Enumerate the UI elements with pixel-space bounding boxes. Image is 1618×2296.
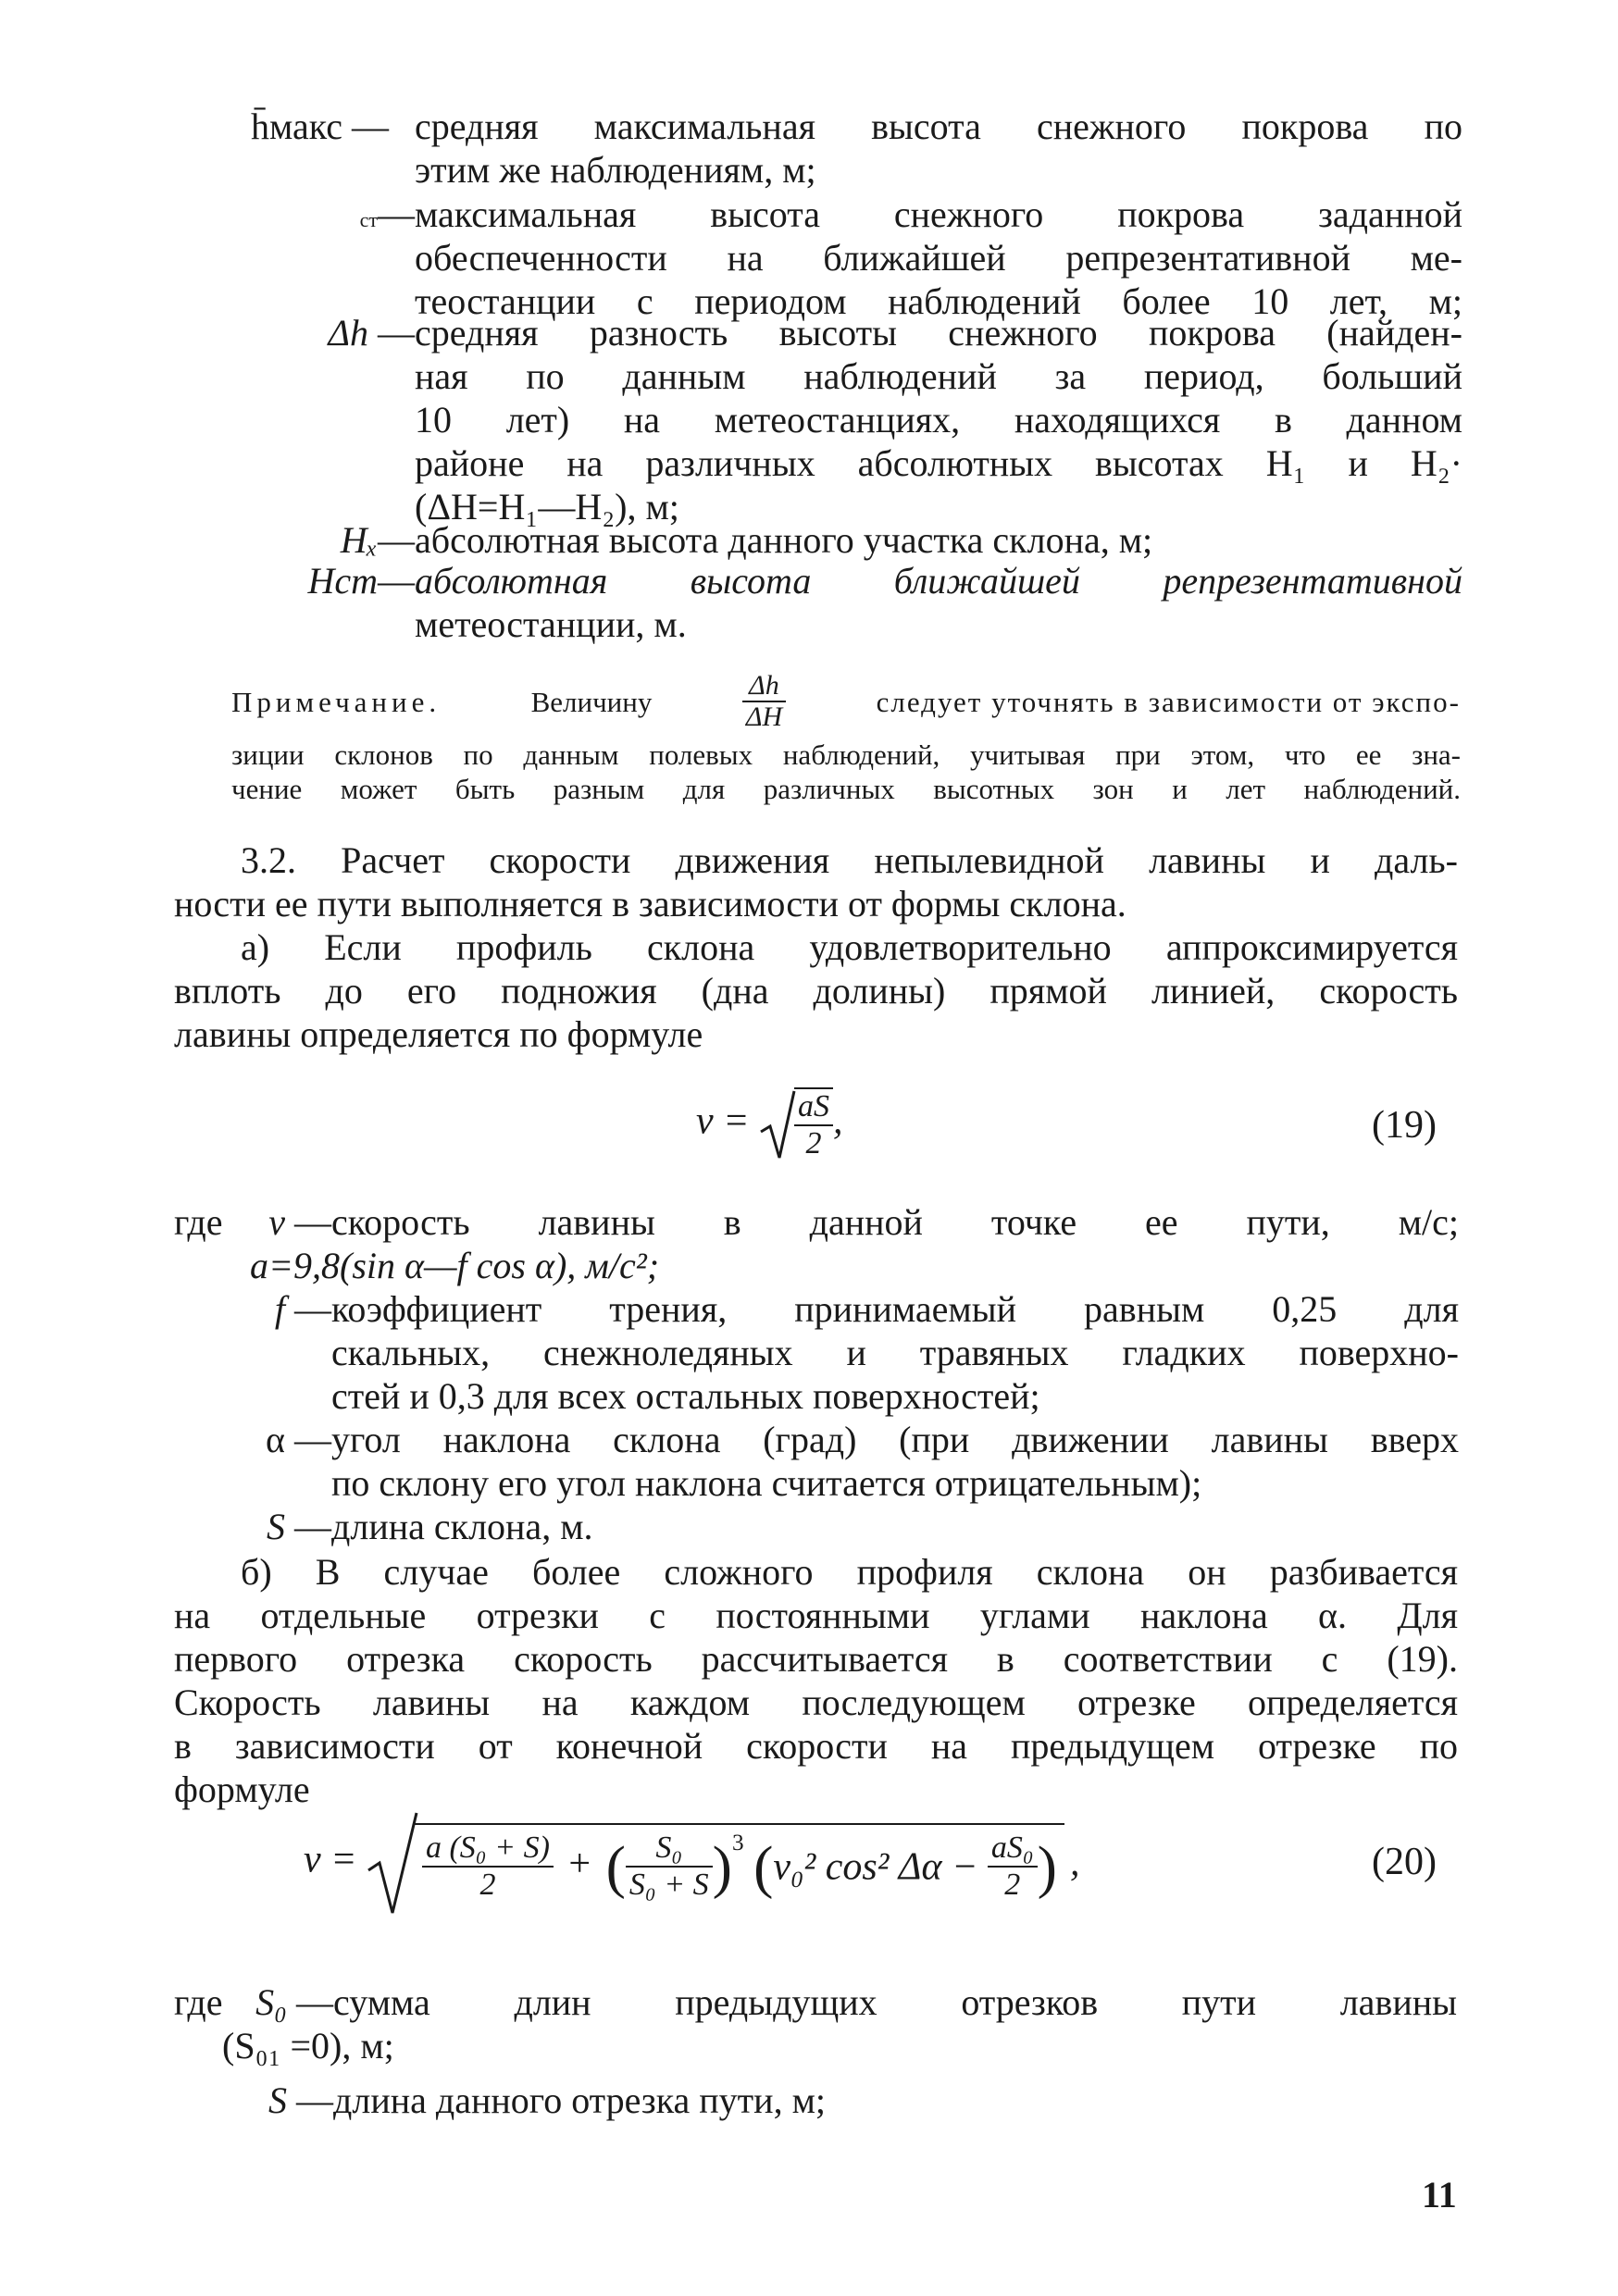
sqrt-sign-icon — [367, 1809, 418, 1917]
def-symbol-hmax: h̄макс — — [251, 105, 389, 147]
where1-text-alpha: угол наклона склона (град) (при движении лавины вверх по склону его угол наклона считается отрицательным); — [331, 1419, 1459, 1504]
eq20-frac3 — [988, 1831, 1038, 1903]
note-frac-den: ΔH — [745, 701, 783, 732]
where1-sym-f: f — — [274, 1288, 331, 1330]
left-paren-icon: ( — [605, 1833, 626, 1900]
right-paren-icon: ) — [1037, 1833, 1057, 1900]
where1-prefix: где — [174, 1201, 223, 1243]
note-after-frac: следует уточнять в зависимости от экспо- — [876, 685, 1461, 718]
equation-19-number: (19) — [1372, 1104, 1437, 1147]
eq20-lhs: v = — [304, 1838, 357, 1881]
note-line-2: чение может быть разным для различных высотных зон и лет наблюдений. — [231, 773, 1461, 805]
where1-sym-s: S — — [267, 1506, 331, 1547]
eq20-frac1-den: 2 — [479, 1868, 496, 1903]
where2-text-s0: сумма длин предыдущих отрезков пути лавины — [333, 1981, 1457, 2023]
page-number: 11 — [1422, 2174, 1457, 2215]
eq20-frac3-num: aS₀ — [988, 1831, 1038, 1868]
note-block — [231, 671, 1461, 806]
eq19-fraction — [794, 1087, 833, 1161]
note-label: Примечание. — [231, 685, 442, 718]
eq20-frac1-num: a (S₀ + S) — [422, 1831, 554, 1868]
left-paren-icon: ( — [753, 1833, 774, 1900]
def-text-hmax: средняя максимальная высота снежного покрова по этим же наблюдениям, м; — [415, 105, 1462, 191]
where1-text-f: коэффициент трения, принимаемый равным 0,25 для скальных, снежноледяных и травяных гладких поверхно- стей и 0,3 для всех остальных поверхностей; — [331, 1288, 1459, 1417]
where2-sym-s0: S₀ — — [255, 1981, 333, 2023]
eq20-frac2-num: S₀ — [626, 1831, 713, 1868]
right-paren-icon: ) — [712, 1833, 732, 1900]
where2-text-s0-cont: (S₀₁ =0), м; — [222, 2025, 394, 2066]
where1-text-a: a=9,8(sin α—f cos α), м/с²; — [250, 1245, 660, 1286]
eq20-power: 3 — [731, 1830, 744, 1855]
equation-20-number: (20) — [1372, 1841, 1437, 1883]
def-symbol-hst: ст— — [359, 193, 415, 235]
eq20-frac2 — [626, 1831, 713, 1903]
where2-sym-s: S — — [268, 2079, 333, 2121]
sqrt-sign-icon — [759, 1087, 796, 1161]
note-fraction — [742, 671, 786, 732]
equation-20 — [304, 1809, 1079, 1917]
where1-sym-alpha: α — — [266, 1419, 331, 1460]
def-text-hx: абсолютная высота данного участка склона, м; — [415, 519, 1153, 561]
eq20-frac1 — [422, 1831, 554, 1903]
eq20-plus: + — [568, 1842, 591, 1885]
eq19-lhs: v = — [696, 1099, 750, 1143]
eq20-frac2-den: S₀ + S — [629, 1868, 709, 1903]
item-b: б) В случае более сложного профиля склона он разбивается на отдельные отрезки с постоянными углами наклона α. Для первого отрезка скорость рассчитывается в соответствии с (19). Скорость лавины на каждом последующем отрезке определяется в зависимости от конечной скорости на предыдущем отрезке по формуле — [174, 1551, 1458, 1810]
def-symbol-delta-h: Δh — — [328, 312, 415, 354]
note-before-frac: Величину — [530, 685, 653, 718]
note-line-1: зиции склонов по данным полевых наблюдений, учитывая при этом, что ее зна- — [231, 738, 1461, 771]
eq20-tail: , — [1069, 1842, 1080, 1884]
eq20-frac3-den: 2 — [1004, 1868, 1021, 1903]
def-text-hst: максимальная высота снежного покрова заданной обеспеченности на ближайшей репрезентативной ме- теостанции с периодом наблюдений более 10 лет, м; — [415, 193, 1462, 322]
where1-sym-v: v — — [268, 1201, 331, 1243]
eq19-num: aS — [794, 1089, 833, 1126]
eq20-radicand — [415, 1823, 1064, 1903]
note-frac-num: Δh — [742, 671, 786, 702]
def-text-hst2: абсолютная высота ближайшей репрезентативной метеостанции, м. — [415, 560, 1462, 645]
def-text-delta-h: средняя разность высоты снежного покрова (найден- ная по данным наблюдений за период, больший 10 лет) на метеостанциях, находящихся в данном районе на различных абсолютных высотах H₁ и H₂· (ΔH=H₁—H₂), м; — [415, 312, 1462, 527]
where1-text-s: длина склона, м. — [331, 1506, 593, 1547]
eq20-inner: v₀² cos² Δα − — [773, 1845, 978, 1889]
def-symbol-hst2: Hст— — [307, 560, 415, 602]
where2-prefix: где — [174, 1981, 223, 2023]
def-symbol-hx: Hₓ— — [340, 519, 415, 561]
eq19-tail: , — [832, 1099, 843, 1143]
note-first-line — [231, 671, 1461, 732]
section-3-2: 3.2. Расчет скорости движения непылевидной лавины и даль- ности ее пути выполняется в зависимости от формы склона. — [174, 839, 1458, 925]
where1-text-v: скорость лавины в данной точке ее пути, м/с; — [331, 1201, 1459, 1243]
eq19-den: 2 — [805, 1126, 822, 1160]
item-a: а) Если профиль склона удовлетворительно аппроксимируется вплоть до его подножия (дна долины) прямой линией, скорость лавины определяется по формуле — [174, 926, 1458, 1055]
where2-text-s: длина данного отрезка пути, м; — [333, 2079, 826, 2121]
equation-19 — [696, 1087, 842, 1161]
